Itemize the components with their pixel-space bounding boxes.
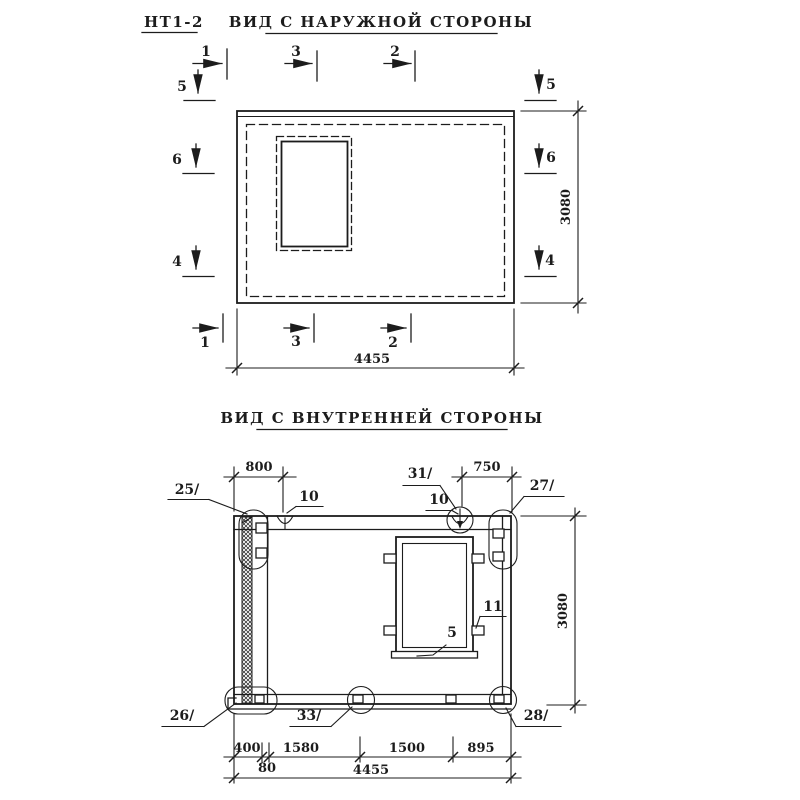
gasket-hatch-strip <box>242 517 252 703</box>
callout-28 <box>506 708 561 727</box>
section-marker-2-top: 2 <box>390 44 400 60</box>
dim-1500-value: 1500 <box>388 741 426 756</box>
callout-5-label: 5 <box>447 625 457 641</box>
bottom-tab-3 <box>446 695 456 703</box>
inner-height-value: 3080 <box>556 592 571 630</box>
callout-10-right-label: 10 <box>429 492 449 508</box>
section-marker-2-bottom: 2 <box>388 335 398 351</box>
outer-panel-outline <box>237 111 514 303</box>
callout-11-label: 11 <box>483 599 503 615</box>
clip-right-lower <box>493 552 504 561</box>
outer-width-dimension <box>226 309 524 375</box>
section-marker-6-left: 6 <box>172 152 182 168</box>
section-markers-right <box>525 70 556 277</box>
inner-height-dimension <box>521 508 586 713</box>
callout-10-left <box>287 489 323 513</box>
section-markers-bottom <box>193 314 411 351</box>
bottom-tab-1 <box>255 695 264 703</box>
dim-800-value: 800 <box>245 460 273 475</box>
clip-left-lower <box>256 548 267 558</box>
section-markers-left <box>172 70 215 277</box>
callout-28-label: 28/ <box>523 708 549 724</box>
callout-31-label: 31/ <box>407 466 433 482</box>
drawing-code: НТ1-2 <box>144 13 204 31</box>
section-marker-3-top: 3 <box>291 44 301 60</box>
outer-view-title: ВИД С НАРУЖНОЙ СТОРОНЫ <box>228 13 534 31</box>
callout-25 <box>168 482 247 514</box>
outer-panel <box>237 111 514 303</box>
window-tab-left-lower <box>384 626 396 635</box>
callout-10-left-label: 10 <box>299 489 319 505</box>
outer-height-value: 3080 <box>559 188 574 226</box>
callout-27-label: 27/ <box>529 478 555 494</box>
section-marker-1-top: 1 <box>201 44 211 60</box>
callout-27 <box>510 478 564 513</box>
callout-33-label: 33/ <box>296 708 322 724</box>
inner-total-width-value: 4455 <box>352 763 390 778</box>
section-marker-3-bottom: 3 <box>291 334 301 350</box>
section-marker-5-left: 5 <box>177 79 187 95</box>
window-tab-right-upper <box>472 554 484 563</box>
section-marker-4-left: 4 <box>172 254 182 270</box>
section-marker-4-right: 4 <box>545 253 555 269</box>
dim-400-value: 400 <box>233 741 261 756</box>
inner-view-title: ВИД С ВНУТРЕННЕЙ СТОРОНЫ <box>220 409 544 427</box>
section-marker-6-right: 6 <box>546 150 556 166</box>
callout-33 <box>290 707 352 727</box>
callout-10-right <box>426 492 458 514</box>
inner-window-frame <box>396 537 473 654</box>
window-sill <box>392 652 478 659</box>
callout-25-label: 25/ <box>174 482 200 498</box>
section-markers-top <box>193 44 415 81</box>
clip-left-upper <box>256 523 267 533</box>
outer-height-dimension <box>521 101 586 313</box>
dim-800 <box>224 460 296 512</box>
outer-width-value: 4455 <box>353 352 391 367</box>
dim-895-value: 895 <box>467 741 495 756</box>
window-tab-right-lower <box>472 626 484 635</box>
window-tab-left-upper <box>384 554 396 563</box>
inner-view <box>162 408 586 783</box>
dim-1580-value: 1580 <box>282 741 320 756</box>
bottom-tab-2 <box>353 695 363 703</box>
inner-bottom-dimensions <box>224 714 521 783</box>
clip-right-upper <box>493 529 504 538</box>
section-marker-1-bottom: 1 <box>200 335 210 351</box>
outer-view <box>142 12 586 375</box>
bottom-tab-4 <box>494 695 504 703</box>
callout-26-label: 26/ <box>169 708 195 724</box>
inner-window <box>384 537 484 658</box>
dim-80-value: 80 <box>257 761 277 776</box>
dim-750-value: 750 <box>473 460 501 475</box>
section-marker-5-right: 5 <box>546 77 556 93</box>
dim-750 <box>452 460 521 512</box>
callout-26 <box>162 703 236 727</box>
